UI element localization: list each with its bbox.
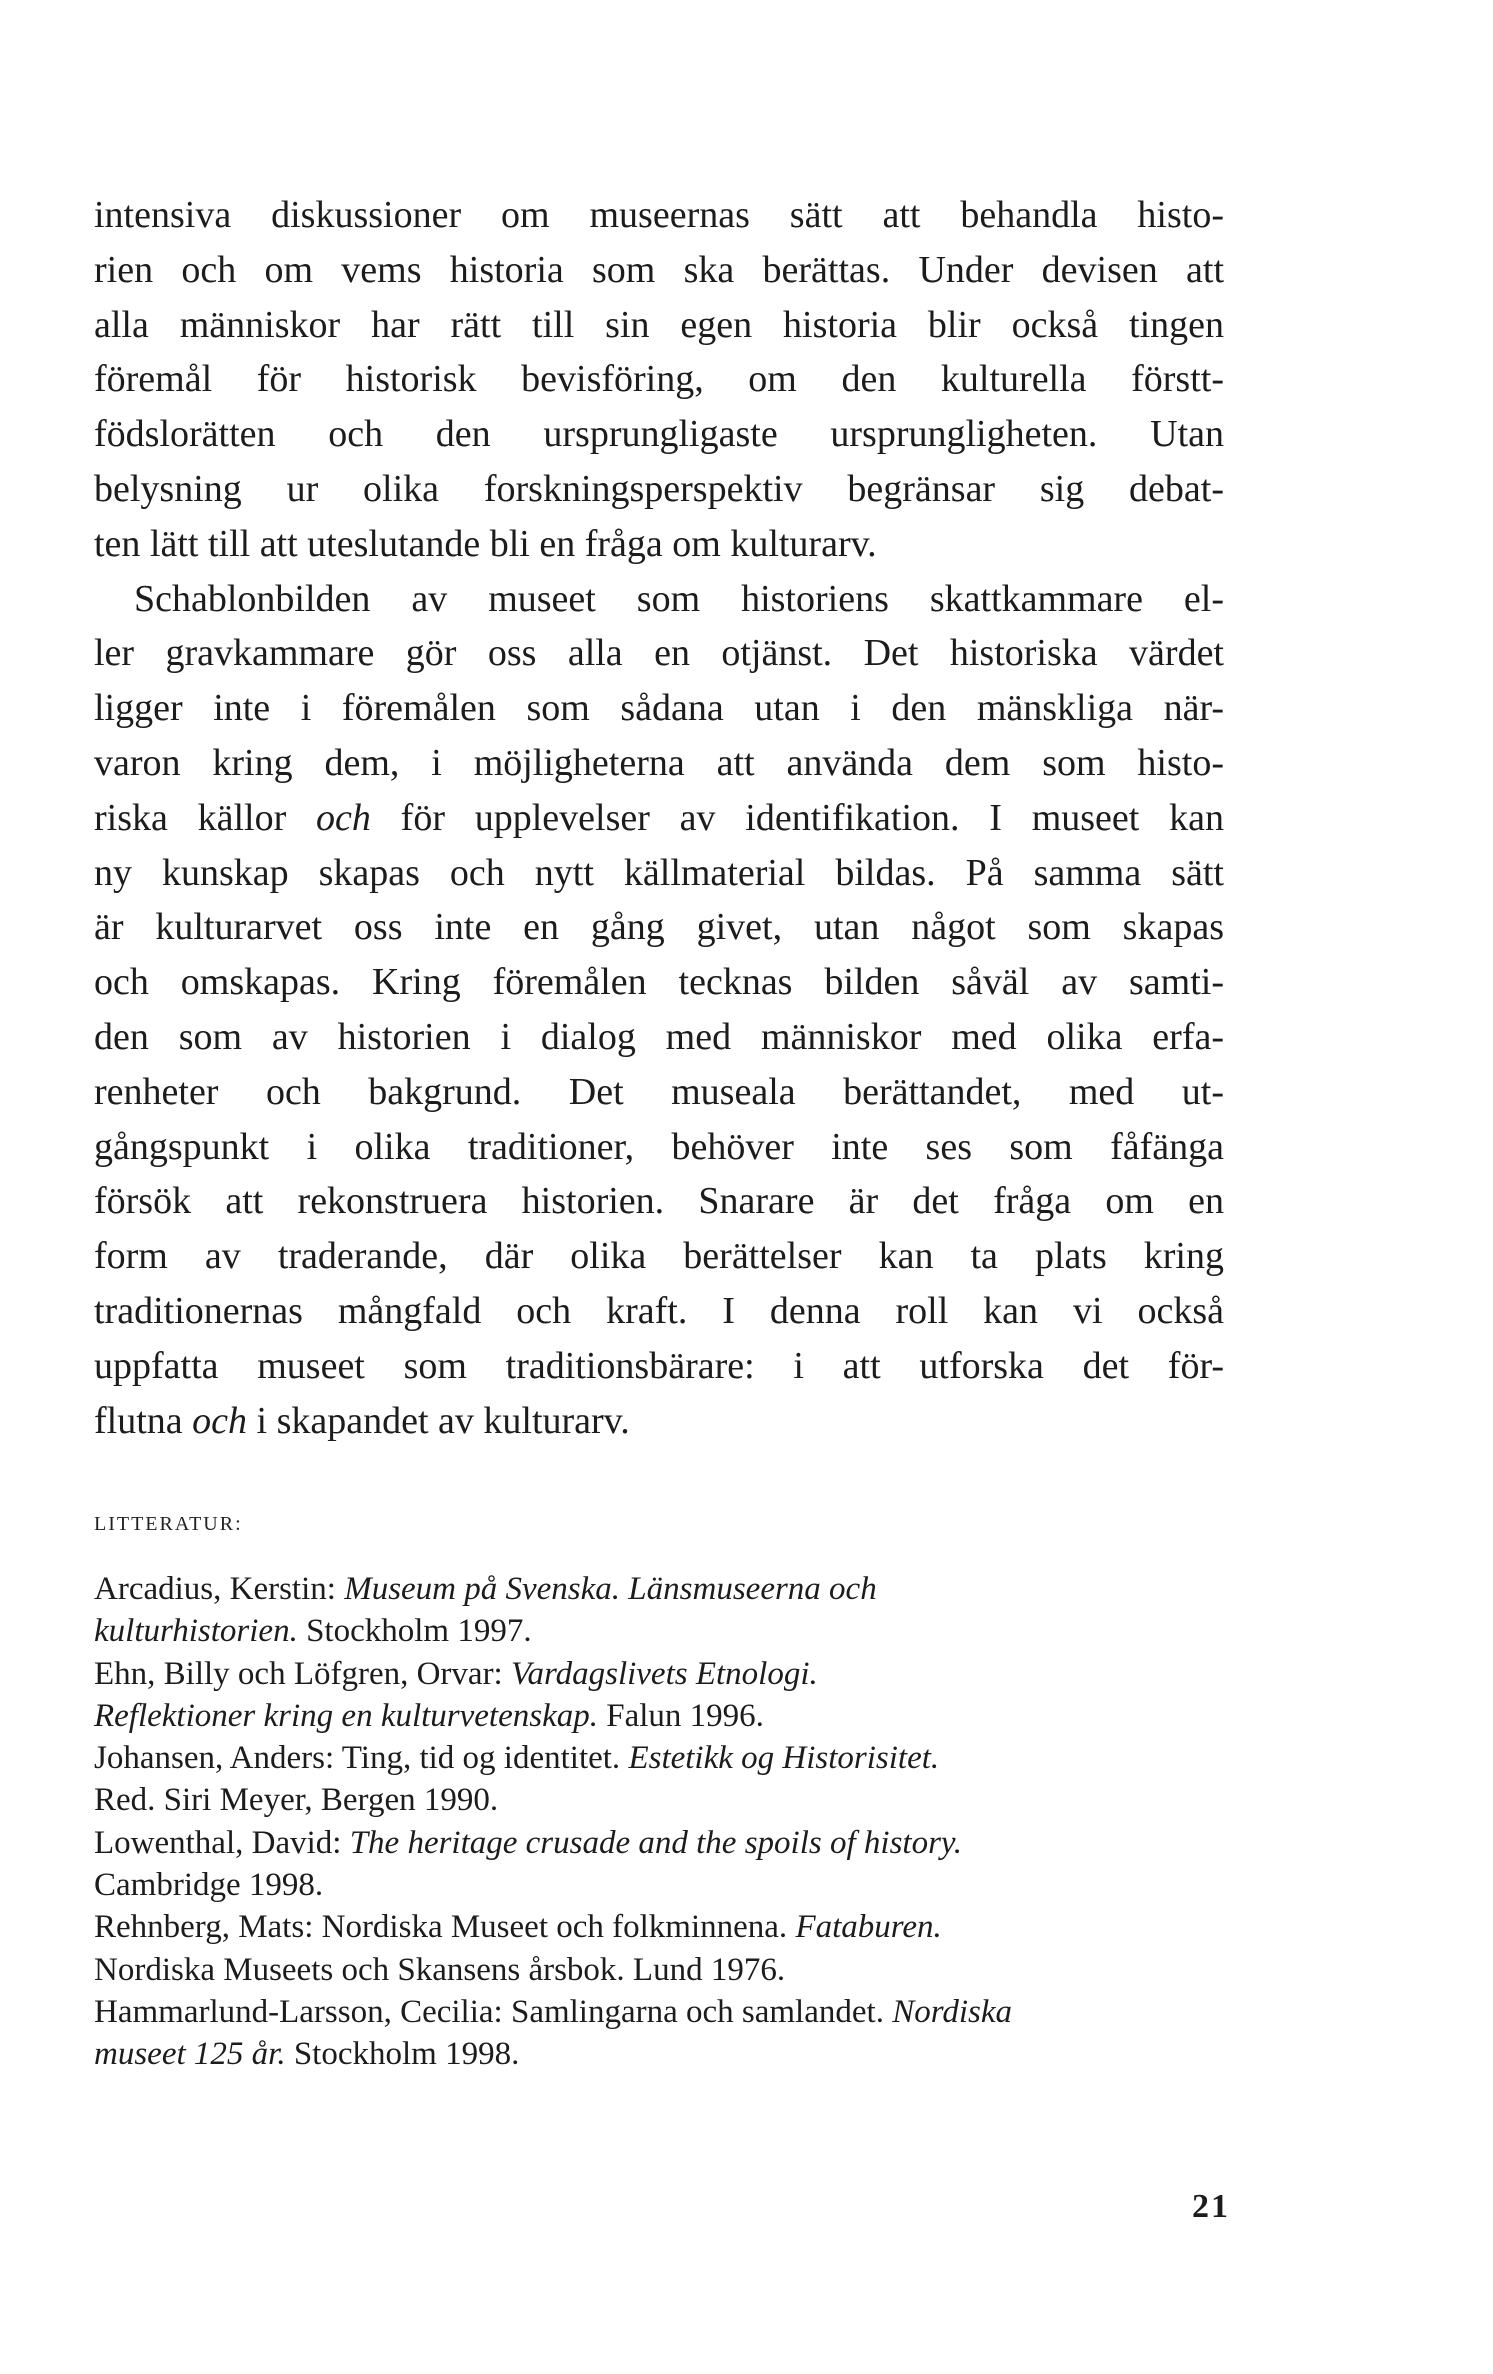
reference-line: museet 125 år. Stockholm 1998. (94, 2036, 520, 2073)
text-line: den som av historien i dialog med människor med olika erfa- (94, 1015, 1224, 1058)
text-line: alla människor har rätt till sin egen historia blir också tingen (94, 303, 1224, 346)
text-line: Schablonbilden av museet som historiens skattkammare el- (134, 577, 1224, 620)
reference-title: Nordiska (892, 1993, 1012, 2030)
reference-line: Johansen, Anders: Ting, tid og identitet. Estetikk og Historisitet. (94, 1740, 940, 1777)
body-text (94, 188, 1224, 1448)
text-line: ten lätt till att uteslutande bli en fråga om kulturarv. (94, 522, 877, 565)
text-line: föremål för historisk bevisföring, om den kulturella förstt- (94, 358, 1224, 401)
page-number: 21 (1192, 2188, 1230, 2225)
paragraph (94, 572, 1224, 1449)
text-line: traditionernas mångfald och kraft. I denna roll kan vi också (94, 1289, 1224, 1332)
paragraph (94, 188, 1224, 572)
reference-title: Estetikk og Historisitet. (628, 1740, 940, 1777)
reference-line: Lowenthal, David: The heritage crusade and the spoils of history. (94, 1824, 962, 1861)
references-list (94, 1568, 1224, 2076)
text-line: ny kunskap skapas och nytt källmaterial bildas. På samma sätt (94, 851, 1224, 894)
references-heading: LITTERATUR: (94, 1513, 243, 1535)
reference-line: Red. Siri Meyer, Bergen 1990. (94, 1782, 499, 1819)
text-line: renheter och bakgrund. Det museala berättandet, med ut- (94, 1070, 1224, 1113)
reference-title: kulturhistorien. (94, 1613, 298, 1650)
text-line: är kulturarvet oss inte en gång givet, utan något som skapas (94, 906, 1224, 949)
emphasis: och (192, 1399, 248, 1442)
text-line: gångspunkt i olika traditioner, behöver inte ses som fåfänga (94, 1125, 1224, 1168)
reference-line: Ehn, Billy och Löfgren, Orvar: Vardagslivets Etnologi. (94, 1655, 818, 1692)
text-line: försök att rekonstruera historien. Snarare är det fråga om en (94, 1180, 1224, 1223)
reference-line: Hammarlund-Larsson, Cecilia: Samlingarna och samlandet. Nordiska (94, 1993, 1012, 2030)
reference-title: museet 125 år. (94, 2036, 286, 2073)
emphasis: och (316, 796, 371, 839)
text-line: flutna och i skapandet av kulturarv. (94, 1399, 630, 1442)
text-line: rien och om vems historia som ska berättas. Under devisen att (94, 248, 1224, 291)
reference-line: Cambridge 1998. (94, 1867, 324, 1904)
reference-line: Nordiska Museets och Skansens årsbok. Lund 1976. (94, 1951, 786, 1988)
text-line: uppfatta museet som traditionsbärare: i att utforska det för- (94, 1344, 1224, 1387)
text-line: intensiva diskussioner om museernas sätt att behandla histo- (94, 194, 1224, 236)
reference-line: kulturhistorien. Stockholm 1997. (94, 1613, 532, 1650)
reference-line: Rehnberg, Mats: Nordiska Museet och folkminnena. Fataburen. (94, 1909, 942, 1946)
text-line: riska källor och för upplevelser av identifikation. I museet kan (94, 796, 1224, 839)
text-line: födslorätten och den ursprungligaste ursprungligheten. Utan (94, 413, 1224, 456)
references-section (94, 1510, 1224, 2076)
text-line: ler gravkammare gör oss alla en otjänst. Det historiska värdet (94, 632, 1224, 675)
text-line: varon kring dem, i möjligheterna att använda dem som histo- (94, 741, 1224, 784)
reference-title: Museum på Svenska. Länsmuseerna och (344, 1571, 877, 1607)
text-line: ligger inte i föremålen som sådana utan i den mänskliga när- (94, 687, 1224, 730)
text-line: belysning ur olika forskningsperspektiv begränsar sig debat- (94, 467, 1224, 510)
reference-line: Arcadius, Kerstin: Museum på Svenska. Länsmuseerna och (94, 1571, 877, 1607)
reference-title: The heritage crusade and the spoils of history. (349, 1824, 962, 1861)
reference-title: Vardagslivets Etnologi. (510, 1655, 818, 1692)
reference-title: Fataburen. (795, 1909, 942, 1946)
reference-title: Reflektioner kring en kulturvetenskap. (94, 1697, 598, 1734)
text-line: form av traderande, där olika berättelser kan ta plats kring (94, 1235, 1224, 1278)
reference-line: Reflektioner kring en kulturvetenskap. Falun 1996. (94, 1697, 764, 1734)
text-line: och omskapas. Kring föremålen tecknas bilden såväl av samti- (94, 961, 1224, 1004)
